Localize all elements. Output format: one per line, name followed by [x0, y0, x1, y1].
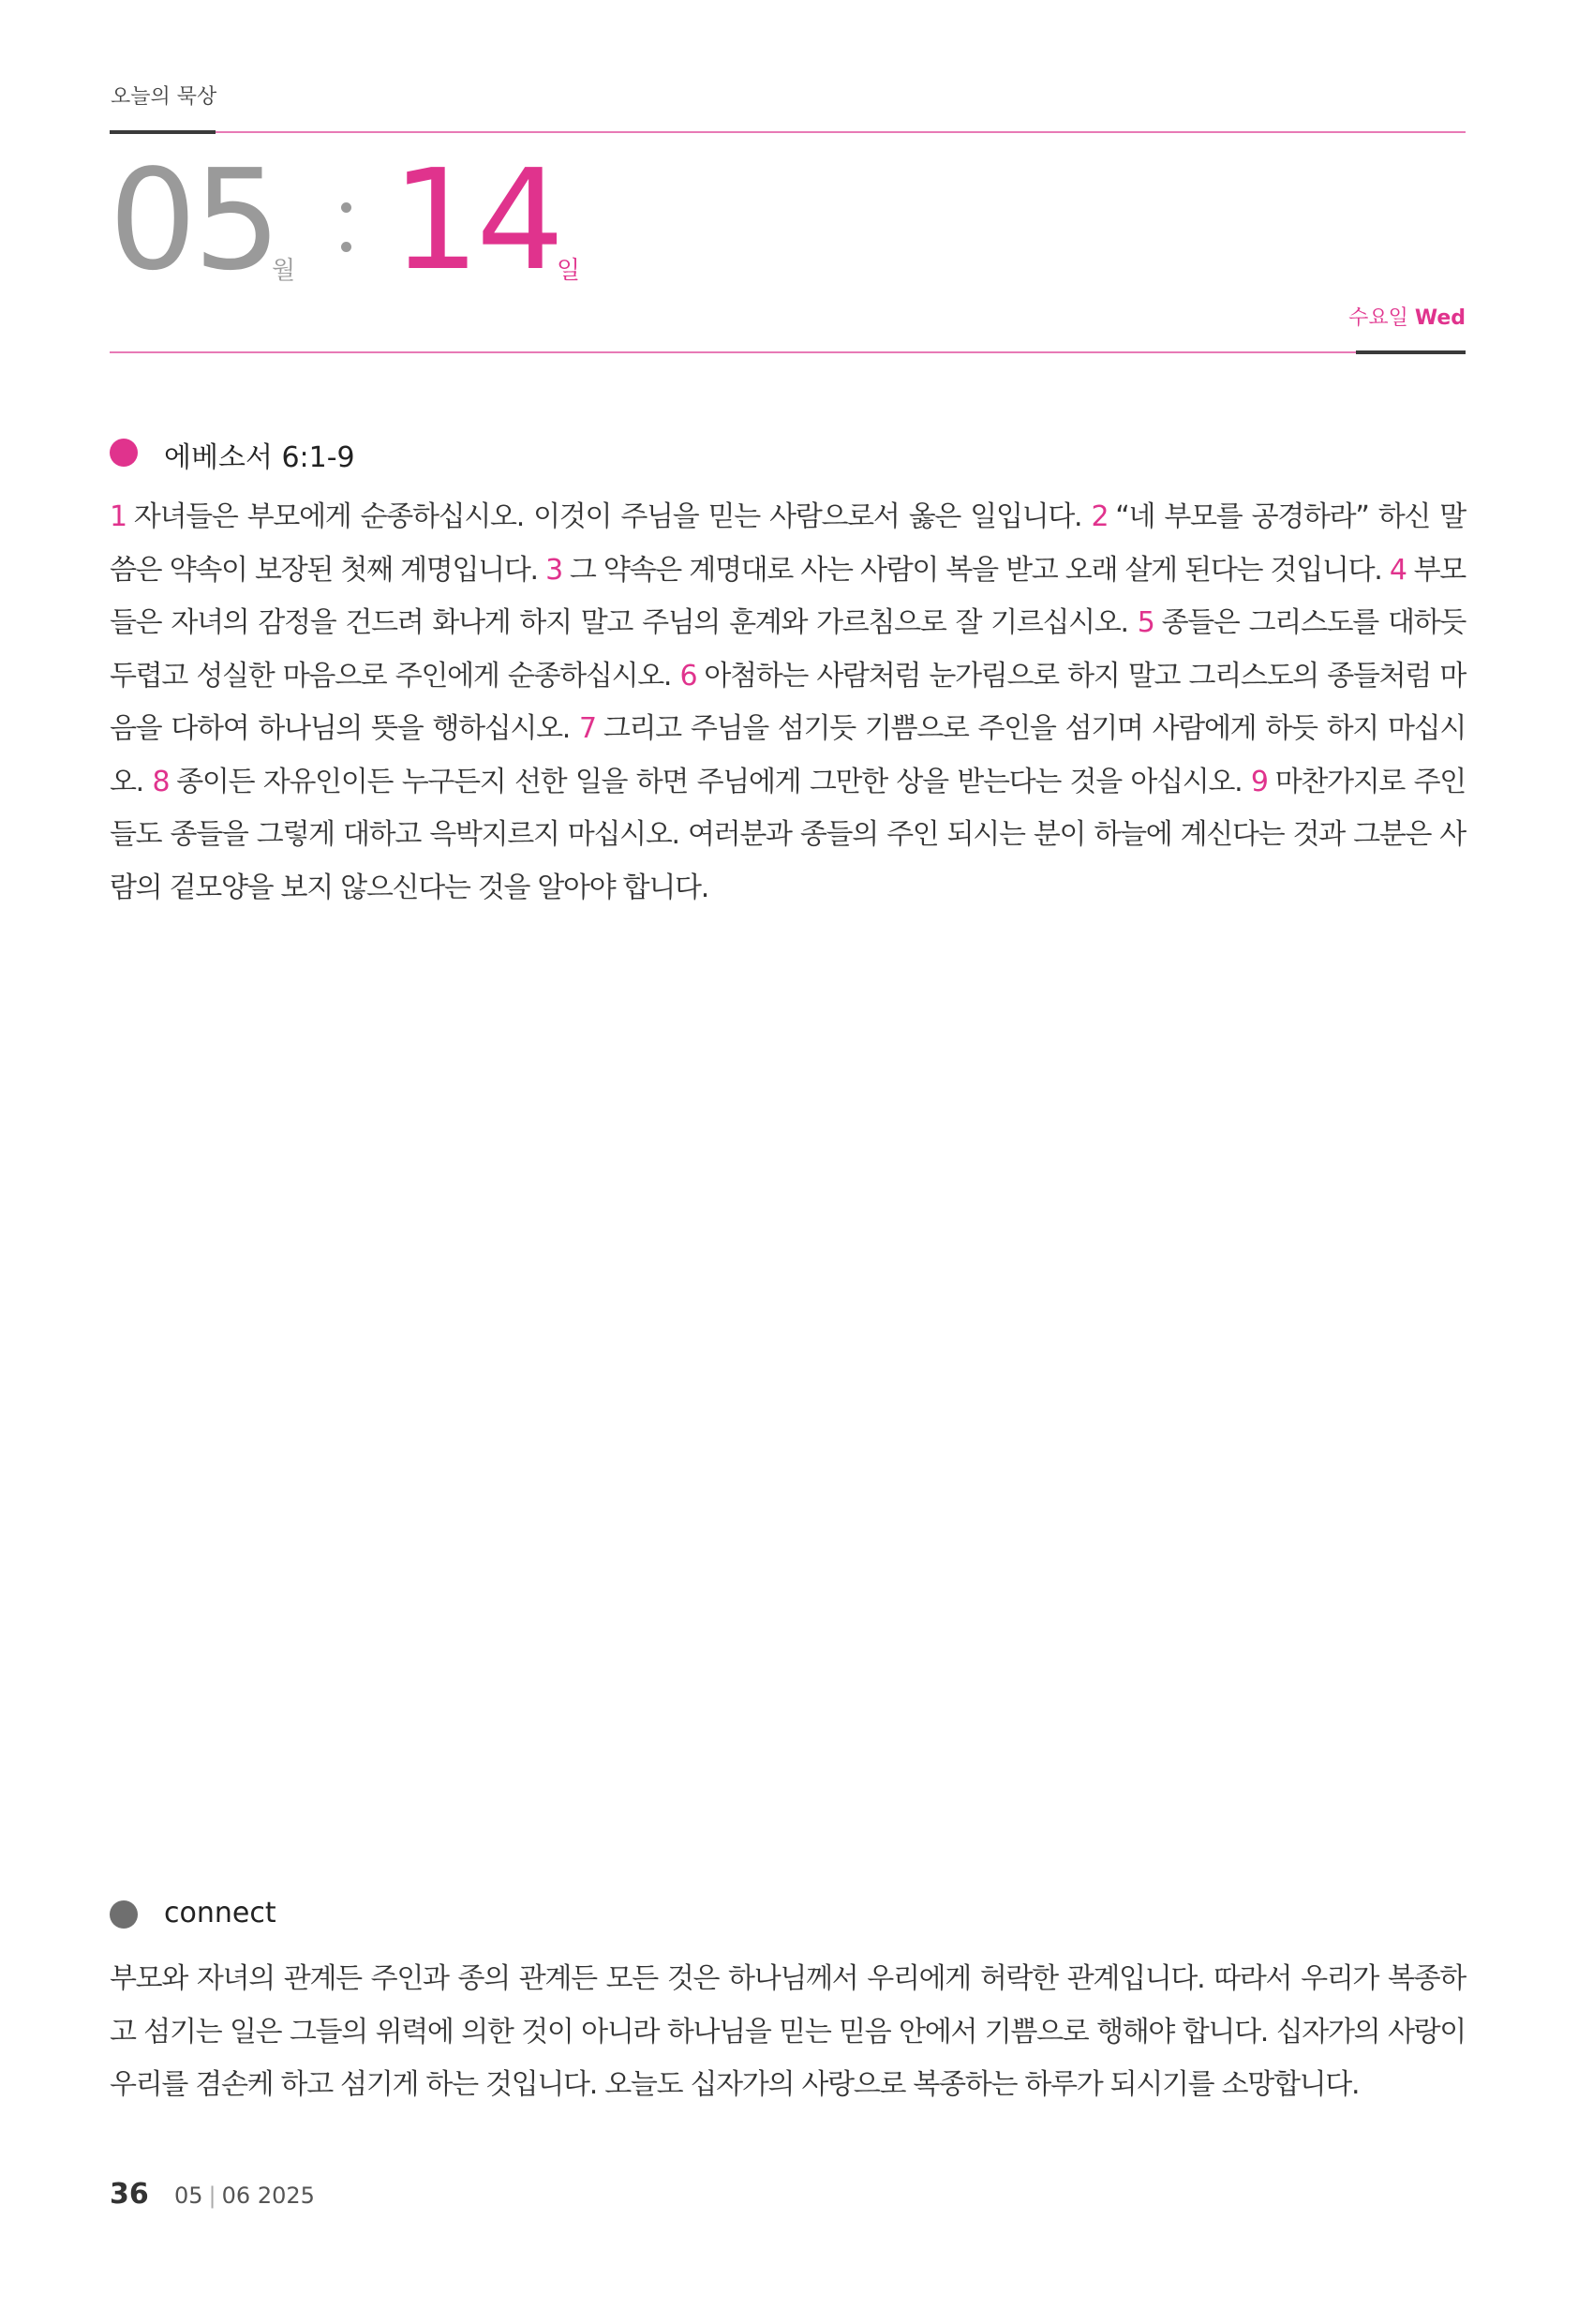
connect-heading: connect	[164, 1897, 276, 1929]
verse-number: 5	[1137, 606, 1154, 639]
verse-number: 7	[579, 712, 596, 745]
colon-dot-top	[341, 202, 351, 213]
connect-text: 부모와 자녀의 관계든 주인과 종의 관계든 모든 것은 하나님께서 우리에게 허락한 관계입니다. 따라서 우리가 복종하고 섬기는 일은 그들의 위력에 의한 것이 아니라 하나님을 믿는 믿음 안에서 기쁨으로 행해야 합니다. 십자가의 사랑이 우리를 겸손케 하고 섬기게 하는 것입니다. 오늘도 십자가의 사랑으로 복종하는 하루가 되시기를 소망합니다.	[110, 1962, 1466, 2101]
verse-text: 부모들은 자녀의 감정을 건드려 화나게 하지 말고 주님의 훈계와 가르침으로 잘 기르십시오.	[110, 553, 1466, 639]
header-divider-accent	[1356, 350, 1466, 354]
bullet-icon	[110, 439, 138, 467]
section-label: 오늘의 묵상	[111, 85, 217, 109]
verse-number: 4	[1389, 553, 1407, 587]
top-rule	[216, 131, 1466, 133]
scripture-reference: 에베소서 6:1-9	[164, 441, 355, 474]
verse-text: 자녀들은 부모에게 순종하십시오. 이것이 주님을 믿는 사람으로서 옳은 일입니다.	[133, 500, 1082, 533]
verse-number: 9	[1250, 765, 1268, 798]
verse-number: 6	[679, 659, 697, 693]
weekday-ko: 수요일	[1348, 306, 1408, 330]
top-rule-accent	[110, 130, 216, 134]
bullet-icon	[110, 1900, 138, 1929]
verse-text: 그 약속은 계명대로 사는 사람이 복을 받고 오래 살게 된다는 것입니다.	[569, 553, 1382, 587]
verse-number: 1	[110, 500, 127, 533]
verse-text: 종들은 그리스도를 대하듯 두렵고 성실한 마음으로 주인에게 순종하십시오.	[110, 606, 1466, 693]
issue-month-2: 06	[221, 2182, 251, 2209]
day-unit: 일	[557, 257, 581, 285]
weekday-en: Wed	[1414, 306, 1466, 330]
verse-number: 3	[545, 553, 562, 587]
page-number: 36	[110, 2178, 149, 2211]
verse-text: 그리고 주님을 섬기듯 기쁨으로 주인을 섬기며 사람에게 하듯 하지 마십시오.	[110, 712, 1466, 798]
colon-dot-bottom	[341, 242, 351, 252]
verse-number: 2	[1091, 500, 1109, 533]
day-number: 14	[392, 140, 561, 301]
verse-text: 아첨하는 사람처럼 눈가림으로 하지 말고 그리스도의 종들처럼 마음을 다하여 하나님의 뜻을 행하십시오.	[110, 659, 1466, 745]
month-number: 05	[109, 140, 278, 301]
verse-text: 종이든 자유인이든 누구든지 선한 일을 하면 주님에게 그만한 상을 받는다는 것을 아십시오.	[176, 765, 1243, 798]
issue-month: 05	[174, 2182, 203, 2209]
verse-text: “네 부모를 공경하라” 하신 말씀은 약속이 보장된 첫째 계명입니다.	[110, 500, 1466, 587]
issue-year: 2025	[257, 2182, 315, 2209]
weekday	[1348, 302, 1466, 331]
month-unit: 월	[272, 257, 296, 285]
header-divider	[110, 351, 1356, 353]
issue-separator: |	[208, 2182, 216, 2209]
issue-info	[174, 2182, 315, 2209]
verse-number: 8	[152, 765, 170, 798]
scripture-text	[110, 491, 1466, 915]
verse-text: 마찬가지로 주인들도 종들을 그렇게 대하고 윽박지르지 마십시오. 여러분과 종들의 주인 되시는 분이 하늘에 계신다는 것과 그분은 사람의 겉모양을 보지 않으신다는 것을 알아야 합니다.	[110, 765, 1466, 904]
